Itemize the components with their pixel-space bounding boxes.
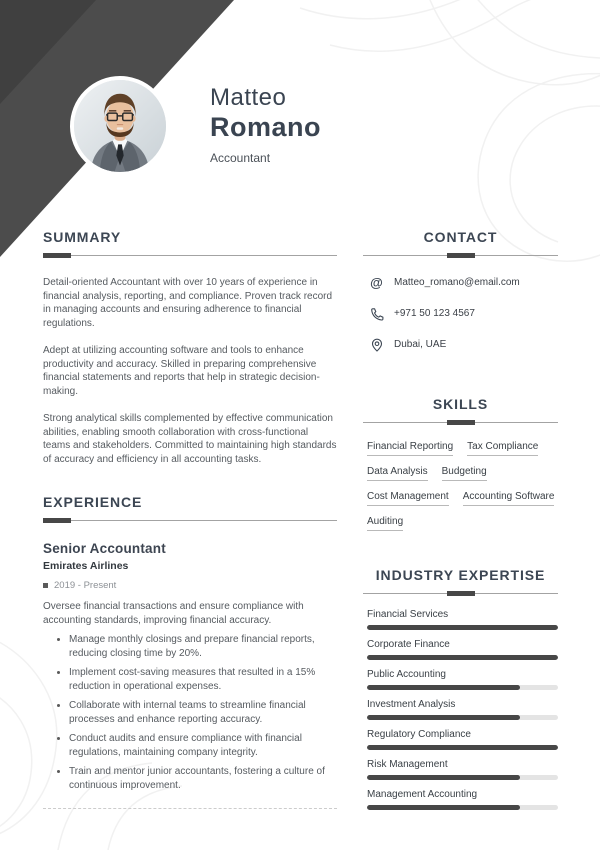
industry-expertise-list (363, 609, 558, 810)
industry-expertise-section (363, 567, 558, 810)
profile-photo (70, 76, 170, 176)
industry-expertise-heading: INDUSTRY EXPERTISE (375, 567, 546, 583)
contact-row-phone (363, 306, 558, 321)
skill-bar-track (367, 685, 558, 690)
contact-row-email (363, 275, 558, 290)
contact-list (363, 275, 558, 352)
industry-label: Management Accounting (367, 789, 478, 800)
email-icon: @ (370, 275, 383, 290)
skill-bar-fill (367, 775, 520, 780)
skill-item: Cost Management (367, 491, 449, 506)
job-bullet: • Train and mentor junior accountants, fostering a culture of continuous improvement. (69, 765, 337, 792)
job-company: Emirates Airlines (43, 560, 129, 572)
experience-heading: EXPERIENCE (43, 494, 143, 510)
industry-label: Corporate Finance (367, 639, 450, 650)
dashed-divider (43, 808, 337, 809)
skill-item: Data Analysis (367, 466, 428, 481)
industry-row (367, 789, 558, 810)
job-position: Senior Accountant (43, 541, 166, 556)
summary-paragraph: Strong analytical skills complemented by effective communication abilities, enabling smooth collaboration with cross-functional teams and stakeholders. Committed to maintaining high standards of accuracy and efficiency in all accounting tasks. (43, 413, 337, 465)
section-divider (363, 591, 558, 596)
summary-paragraph: Adept at utilizing accounting software and tools to enhance productivity and accuracy. Skilled in preparing comprehensive financial statements and reports that help in strategic decision-making. (43, 345, 320, 397)
summary-heading: SUMMARY (43, 229, 122, 245)
industry-label: Regulatory Compliance (367, 729, 471, 740)
skill-bar-track (367, 655, 558, 660)
industry-label: Public Accounting (367, 669, 446, 680)
job-bullet: • Conduct audits and ensure compliance with financial regulations, maintaining company integrity. (69, 732, 337, 759)
left-column (43, 229, 337, 809)
skill-bar-fill (367, 715, 520, 720)
skill-bar-fill (367, 685, 520, 690)
job-bullet: • Manage monthly closings and prepare financial reports, reducing closing time by 20%. (69, 633, 337, 660)
header-name-block (210, 84, 321, 165)
skill-item: Budgeting (442, 466, 487, 481)
job-entry (43, 541, 337, 809)
first-name: Matteo (210, 84, 287, 111)
section-divider (363, 253, 558, 258)
job-dates-row (43, 580, 337, 591)
skills-heading: SKILLS (432, 396, 489, 412)
job-bullet-list (43, 633, 337, 792)
calendar-icon (43, 583, 48, 588)
right-column (363, 229, 558, 819)
summary-section (43, 229, 337, 466)
job-bullet: • Collaborate with internal teams to streamline financial processes and enhance reporting accuracy. (69, 699, 337, 726)
location-icon (369, 337, 384, 352)
summary-paragraph: Detail-oriented Accountant with over 10 years of experience in financial analysis, reporting, and compliance. Proven track record in managing accounts and ensuring adherence to financial regulations. (43, 277, 333, 329)
section-divider (363, 420, 558, 425)
industry-row (367, 729, 558, 750)
skill-bar-track (367, 715, 558, 720)
skill-item: Financial Reporting (367, 441, 453, 456)
industry-label: Financial Services (367, 609, 449, 620)
job-bullet: • Implement cost-saving measures that resulted in a 15% reduction in operational expenses. (69, 666, 337, 693)
industry-row (367, 609, 558, 630)
skills-section (363, 396, 558, 531)
header-job-title: Accountant (210, 151, 271, 165)
section-divider (43, 518, 337, 523)
skill-bar-fill (367, 625, 558, 630)
skill-bar-fill (367, 745, 558, 750)
skill-item: Auditing (367, 516, 403, 531)
experience-section (43, 494, 337, 809)
skill-bar-track (367, 775, 558, 780)
job-description: Oversee financial transactions and ensure compliance with accounting standards, improving financial accuracy. (43, 601, 304, 626)
location-text: Dubai, UAE (394, 339, 447, 350)
industry-label: Investment Analysis (367, 699, 456, 710)
industry-row (367, 669, 558, 690)
email-text: Matteo_romano@email.com (394, 277, 520, 288)
phone-text: +971 50 123 4567 (394, 308, 475, 319)
industry-label: Risk Management (367, 759, 448, 770)
industry-row (367, 699, 558, 720)
skill-item: Tax Compliance (467, 441, 538, 456)
contact-section (363, 229, 558, 352)
skill-item: Accounting Software (463, 491, 555, 506)
skill-bar-track (367, 745, 558, 750)
industry-row (367, 759, 558, 780)
summary-text (43, 276, 337, 466)
skill-bar-fill (367, 805, 520, 810)
job-dates: 2019 - Present (54, 580, 117, 591)
phone-icon (369, 306, 384, 321)
skill-bar-fill (367, 655, 558, 660)
section-divider (43, 253, 337, 258)
skill-bar-track (367, 625, 558, 630)
contact-heading: CONTACT (423, 229, 498, 245)
industry-row (367, 639, 558, 660)
last-name: Romano (210, 112, 321, 142)
skill-list (363, 441, 558, 531)
contact-row-location (363, 337, 558, 352)
skill-bar-track (367, 805, 558, 810)
